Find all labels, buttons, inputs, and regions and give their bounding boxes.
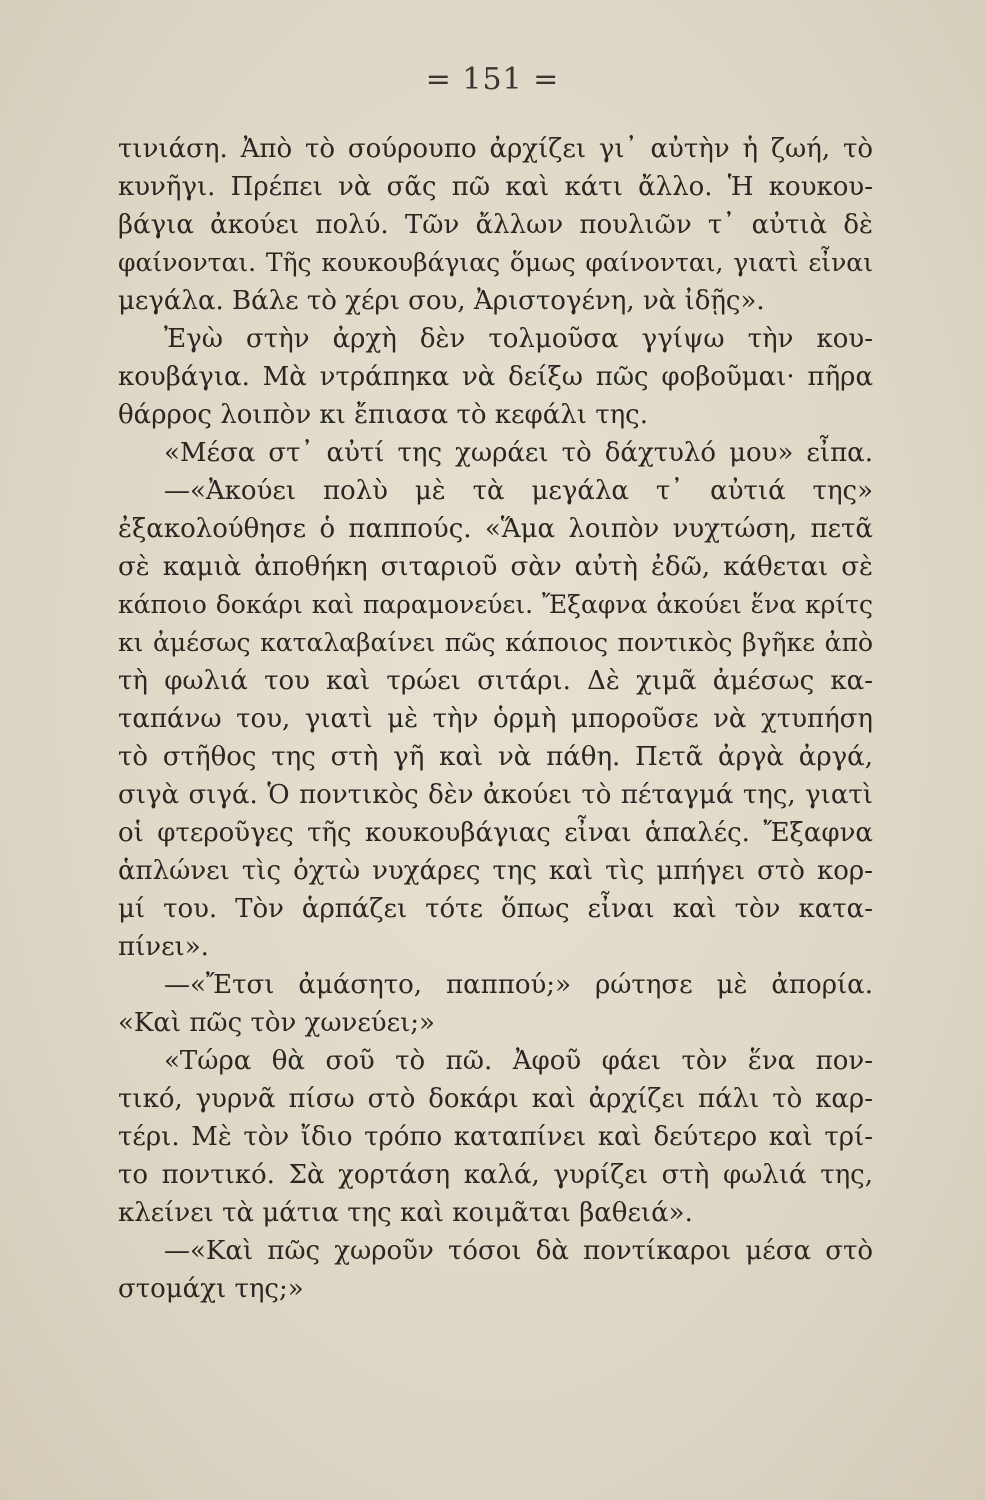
text-line: στομάχι της;» (118, 1274, 304, 1304)
text-line: μί του. Τὸν ἁρπάζει τότε ὅπως εἶναι καὶ τὸν κατα- (118, 894, 873, 924)
text-line: το ποντικό. Σὰ χορτάση καλά, γυρίζει στὴ φωλιά της, (118, 1160, 873, 1190)
text-line: σιγὰ σιγά. Ὁ ποντικὸς δὲν ἀκούει τὸ πέταγμά της, γιατὶ (118, 780, 873, 810)
text-line: τὴ φωλιά του καὶ τρώει σιτάρι. Δὲ χιμᾶ ἀμέσως κα- (118, 666, 873, 696)
text-line: τὸ στῆθος της στὴ γῆ καὶ νὰ πάθη. Πετᾶ ἀργὰ ἀργά, (118, 742, 873, 772)
text-line: θάρρος λοιπὸν κι ἔπιασα τὸ κεφάλι της. (118, 400, 648, 430)
text-line: «Καὶ πῶς τὸν χωνεύει;» (118, 1008, 435, 1038)
text-line: φαίνονται. Τῆς κουκουβάγιας ὅμως φαίνονται, γιατὶ εἶναι (118, 248, 873, 277)
body-text (118, 130, 873, 1308)
text-line: «Μέσα στ᾽ αὐτί της χωράει τὸ δάχτυλό μου» εἶπα. (164, 438, 873, 468)
text-line: —«Καὶ πῶς χωροῦν τόσοι δὰ ποντίκαροι μέσα στὸ (164, 1236, 873, 1266)
text-line: κι ἀμέσως καταλαβαίνει πῶς κάποιος ποντικὸς βγῆκε ἀπὸ (118, 628, 873, 657)
text-line: σὲ καμιὰ ἀποθήκη σιταριοῦ σὰν αὐτὴ ἐδῶ, κάθεται σὲ (118, 552, 873, 582)
text-line: πίνει». (118, 932, 209, 962)
text-line: ἐξακολούθησε ὁ παππούς. «Ἅμα λοιπὸν νυχτώση, πετᾶ (118, 514, 873, 544)
text-line: τικό, γυρνᾶ πίσω στὸ δοκάρι καὶ ἀρχίζει πάλι τὸ καρ- (118, 1084, 873, 1114)
text-line: τινιάση. Ἀπὸ τὸ σούρουπο ἀρχίζει γι᾽ αὐτὴν ἡ ζωή, τὸ (118, 134, 873, 164)
text-line: τέρι. Μὲ τὸν ἴδιο τρόπο καταπίνει καὶ δεύτερο καὶ τρί- (118, 1122, 873, 1152)
text-line: «Τώρα θὰ σοῦ τὸ πῶ. Ἀφοῦ φάει τὸν ἕνα πον- (164, 1046, 873, 1076)
text-line: μεγάλα. Βάλε τὸ χέρι σου, Ἀριστογένη, νὰ ἰδῇς». (118, 286, 765, 316)
text-line: Ἐγὼ στὴν ἀρχὴ δὲν τολμοῦσα γγίψω τὴν κου- (164, 324, 873, 354)
page-number: = 151 = (425, 62, 560, 97)
text-line: —«Ἔτσι ἀμάσητο, παππού;» ρώτησε μὲ ἀπορία. (164, 970, 873, 1000)
text-line: ἁπλώνει τὶς ὀχτὼ νυχάρες της καὶ τὶς μπήγει στὸ κορ- (118, 856, 873, 886)
text-line: βάγια ἀκούει πολύ. Τῶν ἄλλων πουλιῶν τ᾽ αὐτιὰ δὲ (118, 210, 873, 240)
text-line: κλείνει τὰ μάτια της καὶ κοιμᾶται βαθειά». (118, 1198, 693, 1228)
text-line: ταπάνω του, γιατὶ μὲ τὴν ὁρμὴ μποροῦσε νὰ χτυπήση (118, 704, 873, 734)
text-line: οἱ φτεροῦγες τῆς κουκουβάγιας εἶναι ἁπαλές. Ἔξαφνα (118, 818, 873, 848)
text-line: κυνῆγι. Πρέπει νὰ σᾶς πῶ καὶ κάτι ἄλλο. Ἡ κουκου- (118, 172, 873, 202)
text-line: κουβάγια. Μὰ ντράπηκα νὰ δείξω πῶς φοβοῦμαι· πῆρα (118, 362, 873, 392)
text-line: κάποιο δοκάρι καὶ παραμονεύει. Ἔξαφνα ἀκούει ἕνα κρίτς (118, 590, 873, 619)
text-line: —«Ἀκούει πολὺ μὲ τὰ μεγάλα τ᾽ αὐτιά της» (164, 476, 873, 506)
